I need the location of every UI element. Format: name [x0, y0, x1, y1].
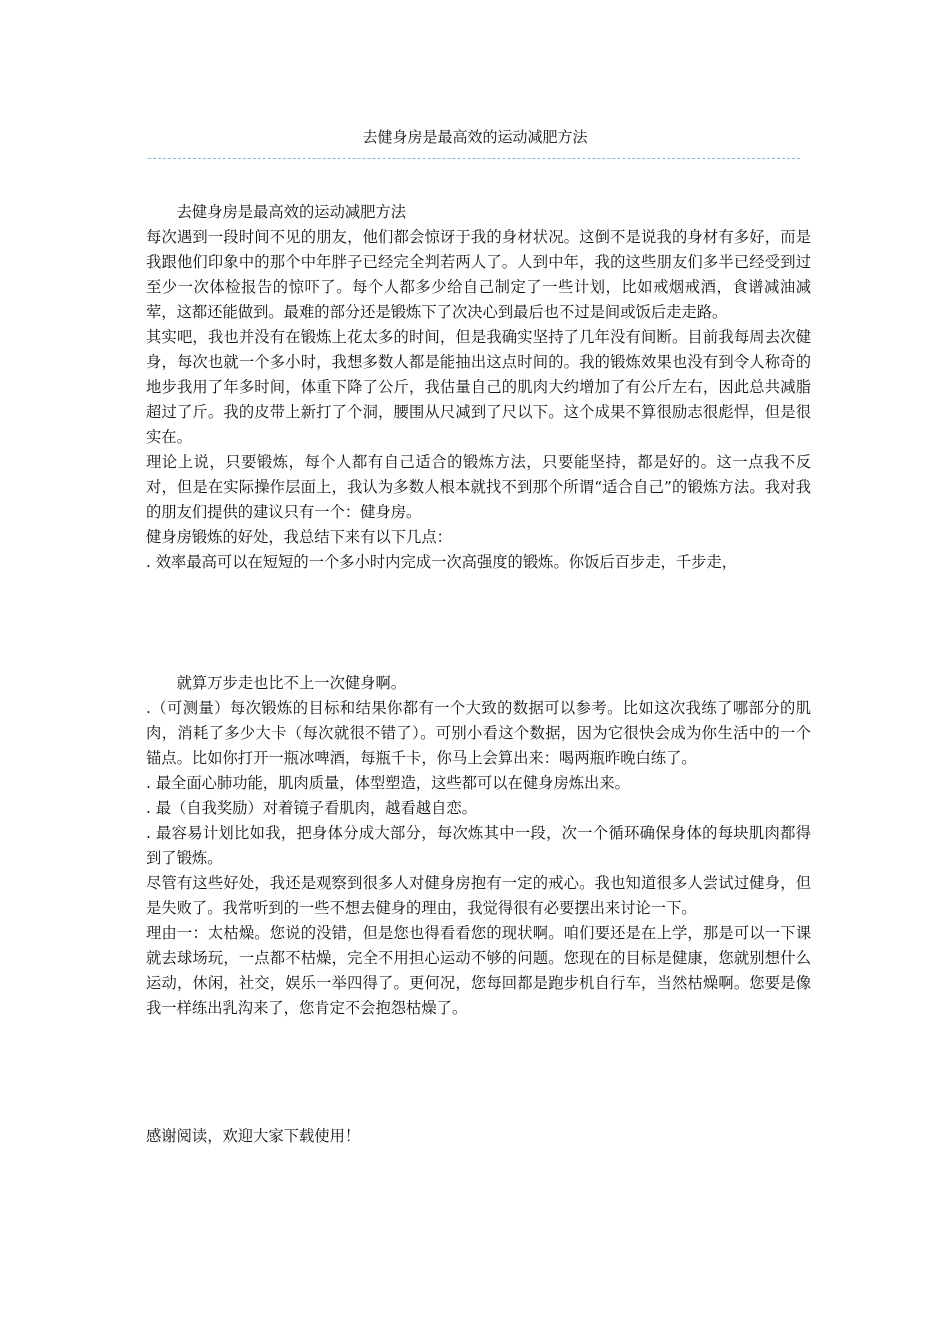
paragraph: 理由一：太枯燥。您说的没错，但是您也得看看您的现状啊。咱们要还是在上学，那是可以一下课就去球场玩，一点都不枯燥，完全不用担心运动不够的问题。您现在的目标是健康，您就别想什么运动，休闲，社交，娱乐一举四得了。更何况，您每回都是跑步机自行车，当然枯燥啊。您要是像我一样练出乳沟来了，您肯定不会抱怨枯燥了。	[146, 924, 811, 1017]
list-item: . 最（自我奖励）对着镜子看肌肉，越看越自恋。	[146, 799, 477, 817]
paragraph: 就算万步走也比不上一次健身啊。	[176, 674, 407, 692]
paragraph: 健身房锻炼的好处，我总结下来有以下几点：	[146, 528, 452, 546]
article-heading: 去健身房是最高效的运动减肥方法	[176, 203, 407, 221]
closing-section	[146, 1124, 811, 1149]
body-section-1	[146, 200, 811, 575]
body-section-2	[146, 671, 811, 1021]
closing-text: 感谢阅读，欢迎大家下载使用！	[146, 1127, 361, 1145]
paragraph: 每次遇到一段时间不见的朋友，他们都会惊讶于我的身材状况。这倒不是说我的身材有多好，而是我跟他们印象中的那个中年胖子已经完全判若两人了。人到中年，我的这些朋友们多半已经受到过至少一次体检报告的惊吓了。每个人都多少给自己制定了一些计划，比如戒烟戒酒，食谱减油减荤，这都还能做到。最难的部分还是锻炼下了次决心到最后也不过是间或饭后走走路。	[146, 228, 811, 321]
paragraph: 尽管有这些好处，我还是观察到很多人对健身房抱有一定的戒心。我也知道很多人尝试过健身，但是失败了。我常听到的一些不想去健身的理由，我觉得很有必要摆出来讨论一下。	[146, 874, 811, 917]
list-item: .（可测量）每次锻炼的目标和结果你都有一个大致的数据可以参考。比如这次我练了哪部分的肌肉，消耗了多少大卡（每次就很不错了）。可别小看这个数据，因为它很快会成为你生活中的一个锚点。比如你打开一瓶冰啤酒，每瓶千卡，你马上会算出来：喝两瓶昨晚白练了。	[146, 699, 811, 767]
paragraph: 其实吧，我也并没有在锻炼上花太多的时间，但是我确实坚持了几年没有间断。目前我每周去次健身，每次也就一个多小时，我想多数人都是能抽出这点时间的。我的锻炼效果也没有到令人称奇的地步我用了年多时间，体重下降了公斤，我估量自己的肌肉大约增加了有公斤左右，因此总共减脂超过了斤。我的皮带上新打了个洞，腰围从尺减到了尺以下。这个成果不算很励志很彪悍，但是很实在。	[146, 328, 811, 446]
page-header-title: 去健身房是最高效的运动减肥方法	[362, 128, 588, 146]
header-dashed-rule	[148, 158, 800, 159]
paragraph: 理论上说，只要锻炼，每个人都有自己适合的锻炼方法，只要能坚持，都是好的。这一点我不反对，但是在实际操作层面上，我认为多数人根本就找不到那个所谓“适合自己”的锻炼方法。我对我的朋友们提供的建议只有一个：健身房。	[146, 453, 811, 521]
list-item: . 最容易计划比如我，把身体分成大部分，每次炼其中一段，次一个循环确保身体的每块肌肉都得到了锻炼。	[146, 824, 811, 867]
list-item: . 最全面心肺功能，肌肉质量，体型塑造，这些都可以在健身房炼出来。	[146, 774, 630, 792]
list-item: . 效率最高可以在短短的一个多小时内完成一次高强度的锻炼。你饭后百步走，千步走，	[146, 553, 738, 571]
